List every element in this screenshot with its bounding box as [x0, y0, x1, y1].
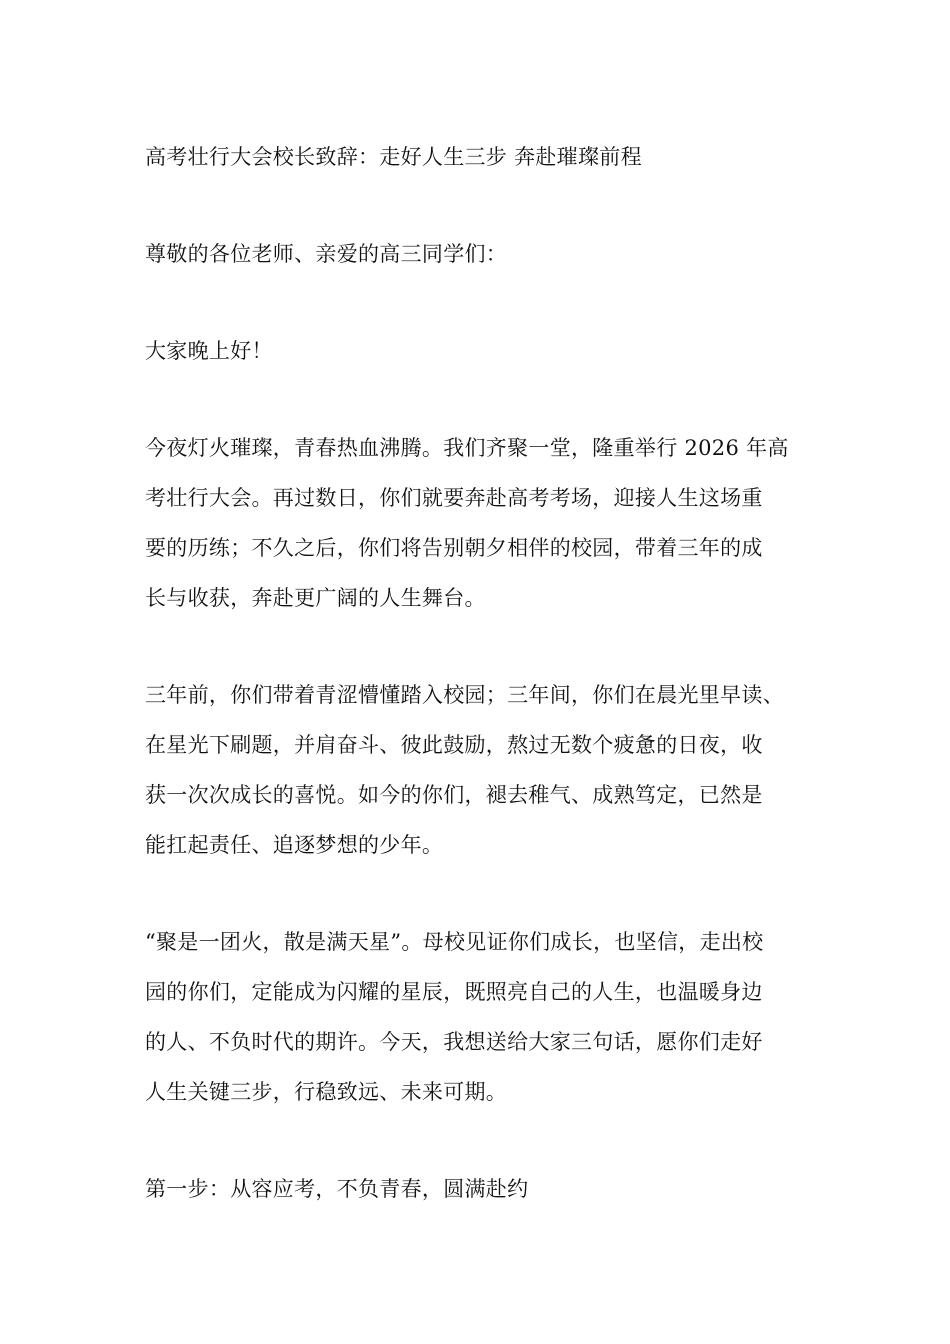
paragraph-line: 考壮行大会。再过数日，你们就要奔赴高考考场，迎接人生这场重: [145, 486, 763, 510]
document-title: 高考壮行大会校长致辞：走好人生三步 奔赴璀璨前程: [145, 145, 642, 169]
paragraph-stars: [145, 917, 825, 1117]
paragraph-opening: [145, 423, 825, 623]
paragraph-line: 长与收获，奔赴更广阔的人生舞台。: [145, 586, 486, 610]
paragraph-line: 能扛起责任、追逐梦想的少年。: [145, 833, 444, 857]
document-body: [145, 132, 825, 1214]
paragraph-line: 人生关键三步，行稳致远、未来可期。: [145, 1080, 508, 1104]
paragraph-line: 今夜灯火璀璨，青春热血沸腾。我们齐聚一堂，隆重举行 2026 年高: [145, 436, 789, 460]
paragraph-line: 获一次次成长的喜悦。如今的你们，褪去稚气、成熟笃定，已然是: [145, 783, 763, 807]
paragraph-line: 三年前，你们带着青涩懵懂踏入校园；三年间，你们在晨光里早读、: [145, 683, 784, 707]
paragraph-line: 园的你们，定能成为闪耀的星辰，既照亮自己的人生，也温暖身边: [145, 980, 763, 1004]
section-heading-step-one: 第一步：从容应考，不负青春，圆满赴约: [145, 1177, 529, 1201]
paragraph-line: 要的历练；不久之后，你们将告别朝夕相伴的校园，带着三年的成: [145, 536, 763, 560]
paragraph-line: 的人、不负时代的期许。今天，我想送给大家三句话，愿你们走好: [145, 1030, 763, 1054]
paragraph-line: “聚是一团火，散是满天星”。母校见证你们成长，也坚信，走出校: [145, 930, 764, 954]
paragraph-line: 在星光下刷题，并肩奋斗、彼此鼓励，熬过无数个疲惫的日夜，收: [145, 733, 763, 757]
greeting: 大家晚上好！: [145, 339, 273, 363]
salutation: 尊敬的各位老师、亲爱的高三同学们：: [145, 242, 508, 266]
paragraph-three-years: [145, 670, 825, 870]
